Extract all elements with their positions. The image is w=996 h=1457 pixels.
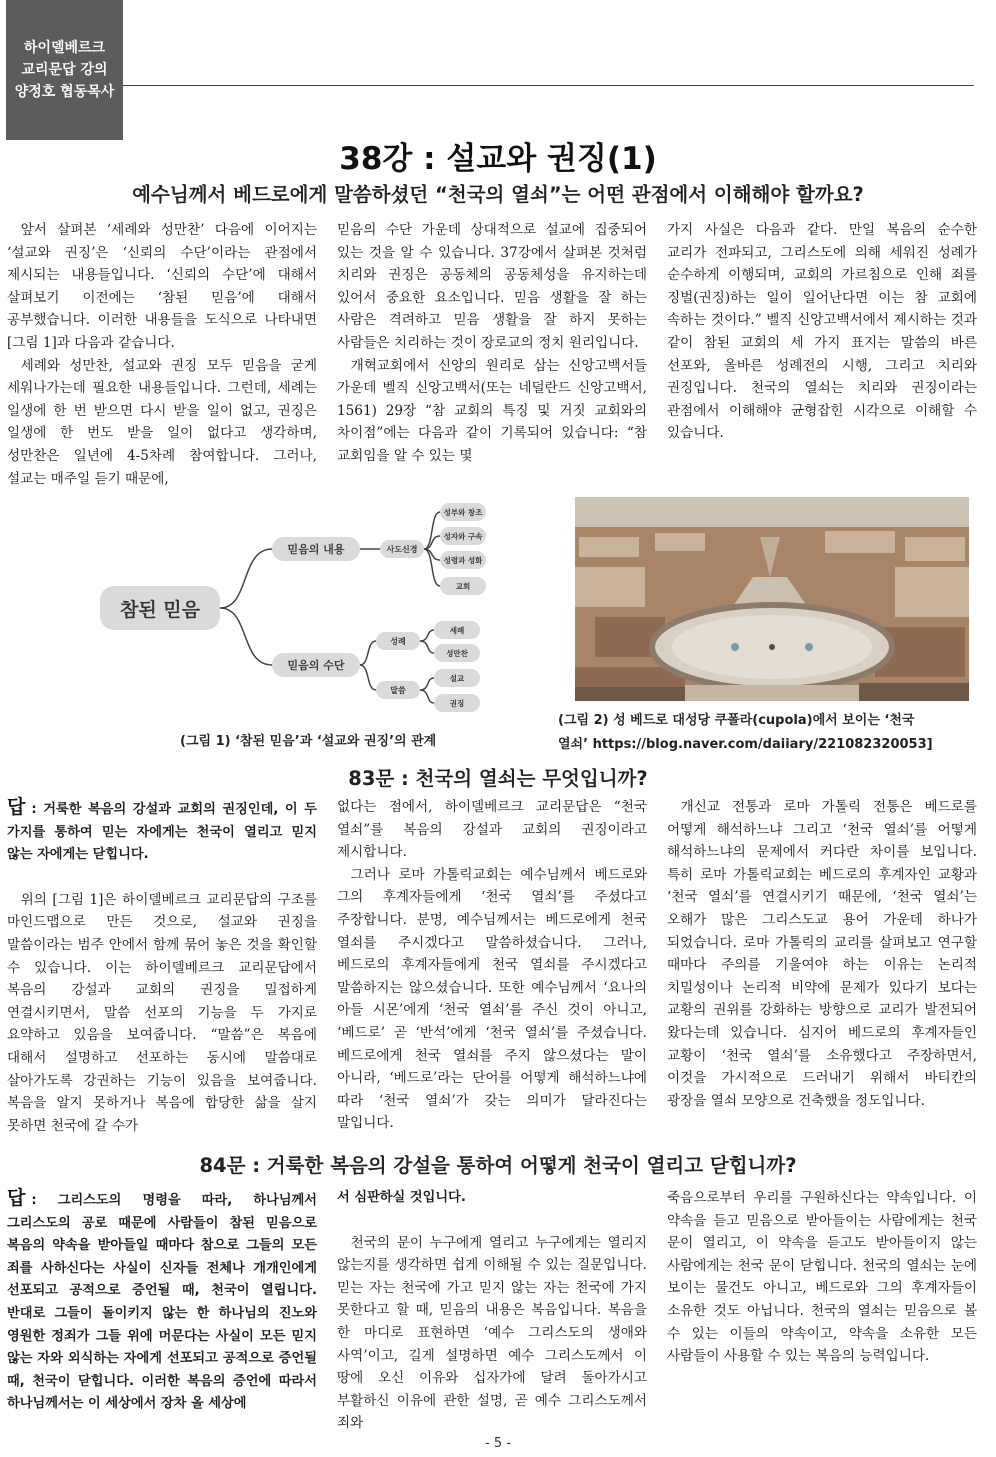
series-line-2: 교리문답 강의 [21, 62, 108, 78]
mindmap-node-sacrament: 성례 [376, 632, 420, 650]
series-line-1: 하이델베르크 [23, 40, 106, 56]
paragraph: 없다는 점에서, 하이델베르크 교리문답은 “천국 열쇠”를 복음의 강설과 교회의 권징이라고 제시합니다. [337, 799, 647, 861]
header-rule [123, 85, 974, 86]
mindmap-root: 참된 믿음 [100, 586, 220, 630]
q84-column-2 [337, 1187, 647, 1432]
q83-column-2 [337, 796, 647, 1132]
mindmap-leaf: 교회 [440, 577, 486, 595]
page-title: 38강 : 설교와 권징(1) [339, 141, 657, 177]
q84-answer-text: : 그리스도의 명령을 따라, 하나님께서 그리스도의 공로 때문에 사람들이 참된 믿음으로 복음의 약속을 받아들일 때마다 참으로 그들의 모든 죄를 사하신다는 사실이 신자들 전체나 개개인에게 선포되고 공적으로 증언될 때, 천국이 열립니다. 반대로 그들이 돌이키지 않는 한 하나님의 진노와 영원한 정죄가 그들 위에 머문다는 사실이 모든 믿지 않는 자와 외식하는 자에게 선포되고 공적으로 증언될 때, 천국이 닫힙니다. 이러한 복음의 증언에 따라서 하나님께서는 이 세상에서 장차 올 세상에 [7, 1193, 317, 1412]
mindmap-leaf: 성령과 성화 [440, 551, 486, 569]
mindmap-leaf: 성부와 창조 [440, 503, 486, 521]
photo-illustration [575, 497, 969, 701]
vatican-square-photo [575, 497, 969, 701]
paragraph: 죽음으로부터 우리를 구원하신다는 약속입니다. 이 약속을 듣고 믿음으로 받아들이는 사람에게는 천국 문이 열리고, 이 약속을 듣고도 받아들이지 않는 사람에게는 천국 문이 닫힙니다. 천국의 열쇠는 눈에 보이는 물건도 아니고, 베드로와 그의 후계자들이 소유한 것도 아닙니다. 천국의 열쇠는 믿음으로 볼 수 있는 이들의 약속이고, 약속을 소유한 모든 사람들이 사용할 수 있는 복음의 능력입니다. [667, 1190, 977, 1365]
q84-answer-continued: 서 심판하실 것입니다. [337, 1190, 466, 1205]
mindmap-figure [100, 500, 500, 720]
q83-column-3 [667, 796, 977, 1121]
q84-column-3 [667, 1187, 977, 1429]
mindmap-leaf: 성자와 구속 [440, 527, 486, 545]
intro-column-2 [337, 219, 647, 481]
q84-columns [7, 1187, 977, 1432]
paragraph: 가지 사실은 다음과 같다. 만일 복음의 순수한 교리가 전파되고, 그리스도에 의해 세워진 성례가 순수하게 이행되며, 교회의 가르침으로 인해 죄를 징벌(권징)하는 일이 일어난다면 이는 참 교회에 속하는 것이다.” 벨직 신앙고백서에서 제시하는 것과 같이 참된 교회의 세 가지 표지는 말씀의 바른 선포와, 올바른 성례전의 시행, 그리고 치리와 권징입니다. 천국의 열쇠는 치리와 권징이라는 관점에서 이해해야 균형잡힌 시각으로 이해할 수 있습니다. [667, 222, 977, 442]
intro-column-3 [667, 219, 977, 481]
paragraph: 앞서 살펴본 ‘세례와 성만찬’ 다음에 이어지는 ‘설교와 권징’은 ‘신뢰의 수단’이라는 관점에서 제시되는 내용들입니다. ‘신뢰의 수단’에 대해서 살펴보기 이전에는 ‘참된 믿음’에 대해서 공부했습니다. 이러한 내용들을 도식으로 나타내면 [그림 1]과 다음과 같습니다. [7, 222, 317, 351]
q83-title: 83문 : 천국의 열쇠는 무엇입니까? [348, 767, 648, 790]
mindmap-node-creed: 사도신경 [380, 540, 424, 558]
mindmap-leaf: 세례 [434, 621, 480, 639]
intro-columns [7, 219, 977, 487]
figure1-caption: (그림 1) ‘참된 믿음’과 ‘설교와 권징’의 관계 [180, 734, 437, 749]
paragraph: 믿음의 수단 가운데 상대적으로 설교에 집중되어 있는 것을 알 수 있습니다. 37강에서 살펴본 것처럼 치리와 권징은 공동체의 공동체성을 유지하는데 있어서 중요한 요소입니다. 믿음 생활을 잘 하는 사람은 격려하고 믿음 생활을 잘 하지 못하는 사람들은 치리하는 것이 장로교의 정치 원리입니다. [337, 222, 647, 351]
paragraph: 개신교 전통과 로마 가톨릭 전통은 베드로를 어떻게 해석하느냐 그리고 ‘천국 열쇠’를 어떻게 해석하느냐의 문제에서 커다란 차이를 보입니다. 특히 로마 가톨릭교회는 베드로의 후계자인 교황과 ‘천국 열쇠’를 연결시키기 때문에, ‘천국 열쇠’는 오해가 많은 그리스도교 용어 가운데 하나가 되었습니다. 로마 가톨릭의 교리를 살펴보고 연구할 때마다 주의를 기울여야 하는 이유는 논리적 치밀성이나 논리적 비약에 문제가 있다기 보다는 교황의 권위를 강화하는 방향으로 교리가 발전되어 왔다는데 있습니다. 심지어 베드로의 후계자들인 교황이 ‘천국 열쇠’를 소유했다고 주장하면서, 이것을 가시적으로 드러내기 위해서 바티칸의 광장을 열쇠 모양으로 건축했을 정도입니다. [667, 799, 977, 1109]
paragraph: 그러나 로마 가톨릭교회는 예수님께서 베드로와 그의 후계자들에게 ‘천국 열쇠’를 주셨다고 주장합니다. 분명, 예수님께서는 베드로에게 천국 열쇠를 주시겠다고 말씀하셨습니다. 그러나, 베드로의 후계자들에게 천국 열쇠를 주시겠다고 말씀하지는 않으셨습니다. 또한 예수님께서 ‘요나의 아들 시몬’에게 ‘천국 열쇠’를 주신 것이 아니고, ‘베드로’ 곧 ‘반석’에게 ‘천국 열쇠’를 주셨습니다. 베드로에게 천국 열쇠를 주지 않으셨다는 말이 아니라, ‘베드로’라는 단어를 어떻게 해석하느냐에 따라 ‘천국 열쇠’가 갖는 의미가 달라진다는 말입니다. [337, 866, 647, 1132]
q84-title: 84문 : 거룩한 복음의 강설을 통하여 어떻게 천국이 열리고 닫힙니까? [199, 1154, 797, 1177]
mindmap-branch-content: 믿음의 내용 [272, 537, 360, 561]
mindmap-leaf: 권징 [434, 694, 480, 712]
figure2-caption-line-2: 열쇠’ https://blog.naver.com/daiiary/221082320053] [558, 737, 933, 752]
mindmap-leaf: 설교 [434, 669, 480, 687]
paragraph: 세례와 성만찬, 설교와 권징 모두 믿음을 굳게 세워나가는데 필요한 내용들입니다. 그런데, 세례는 일생에 한 번 받으면 다시 받을 일이 없고, 권징은 일생에 한 번도 받을 일이 없다고 생각하며, 성만찬은 일년에 4-5차례 참여합니다. 그러나, 설교는 매주일 듣기 때문에, [7, 357, 317, 487]
q84-answer [7, 1187, 317, 1416]
mindmap-leaf: 성만찬 [434, 644, 480, 662]
q84-column-1 [7, 1187, 317, 1429]
page-number: - 5 - [485, 1436, 511, 1451]
answer-label: 답 [7, 796, 26, 818]
paragraph: 개혁교회에서 신앙의 원리로 삼는 신앙고백서들 가운데 벨직 신앙고백서(또는 네덜란드 신앙고백서, 1561) 29장 “참 교회의 특징 및 거짓 교회와의 차이점”에는 다음과 같이 기록되어 있습니다: “참 교회임을 알 수 있는 몇 [337, 357, 647, 464]
figure2-caption-line-1: (그림 2) 성 베드로 대성당 쿠폴라(cupola)에서 보이는 ‘천국 [558, 713, 915, 728]
answer-label: 답 [7, 1187, 26, 1209]
q83-columns [7, 796, 977, 1134]
intro-column-1 [7, 219, 317, 487]
q83-column-1 [7, 796, 317, 1134]
mindmap-branch-means: 믿음의 수단 [272, 653, 360, 677]
q83-answer-text: : 거룩한 복음의 강설과 교회의 권징인데, 이 두 가지를 통하여 믿는 자에게는 천국이 열리고 믿지 않는 자에게는 닫힙니다. [7, 802, 317, 863]
series-tag [6, 0, 123, 140]
page-subtitle: 예수님께서 베드로에게 말씀하셨던 “천국의 열쇠”는 어떤 관점에서 이해해야 할까요? [132, 183, 864, 206]
q83-answer [7, 796, 317, 867]
series-line-3: 양정호 협동목사 [14, 84, 115, 100]
paragraph: 천국의 문이 누구에게 열리고 누구에게는 열리지 않는지를 생각하면 쉽게 이해될 수 있는 질문입니다. 믿는 자는 천국에 가고 믿지 않는 자는 천국에 가지 못한다고 할 때, 믿음의 내용은 복음입니다. 복음을 한 마디로 표현하면 ‘예수 그리스도의 생애와 사역’이고, 길게 설명하면 예수 그리스도께서 이 땅에 오신 이유와 십자가에 달려 돌아가시고 부활하신 이유에 관한 설명, 곧 예수 그리스도께서 죄와 [337, 1234, 647, 1432]
figure2-caption [558, 709, 968, 757]
paragraph: 위의 [그림 1]은 하이델베르크 교리문답의 구조를 마인드맵으로 만든 것으로, 설교와 권징을 말씀이라는 범주 안에서 함께 묶어 놓은 것을 확인할 수 있습니다. 이는 하이델베르크 교리문답에서 복음의 강설과 교회의 권징을 밀접하게 연결시키면서, 말씀 선포의 기능을 두 가지로 요약하고 있음을 보여줍니다. “말씀”은 복음에 대해서 설명하고 선포하는 동시에 말씀대로 살아가도록 강권하는 기능이 있음을 보여줍니다. 복음을 알지 못하거나 복음에 합당한 삶을 살지 못하면 천국에 갈 수가 [7, 891, 317, 1134]
mindmap-node-word: 말씀 [376, 681, 420, 699]
